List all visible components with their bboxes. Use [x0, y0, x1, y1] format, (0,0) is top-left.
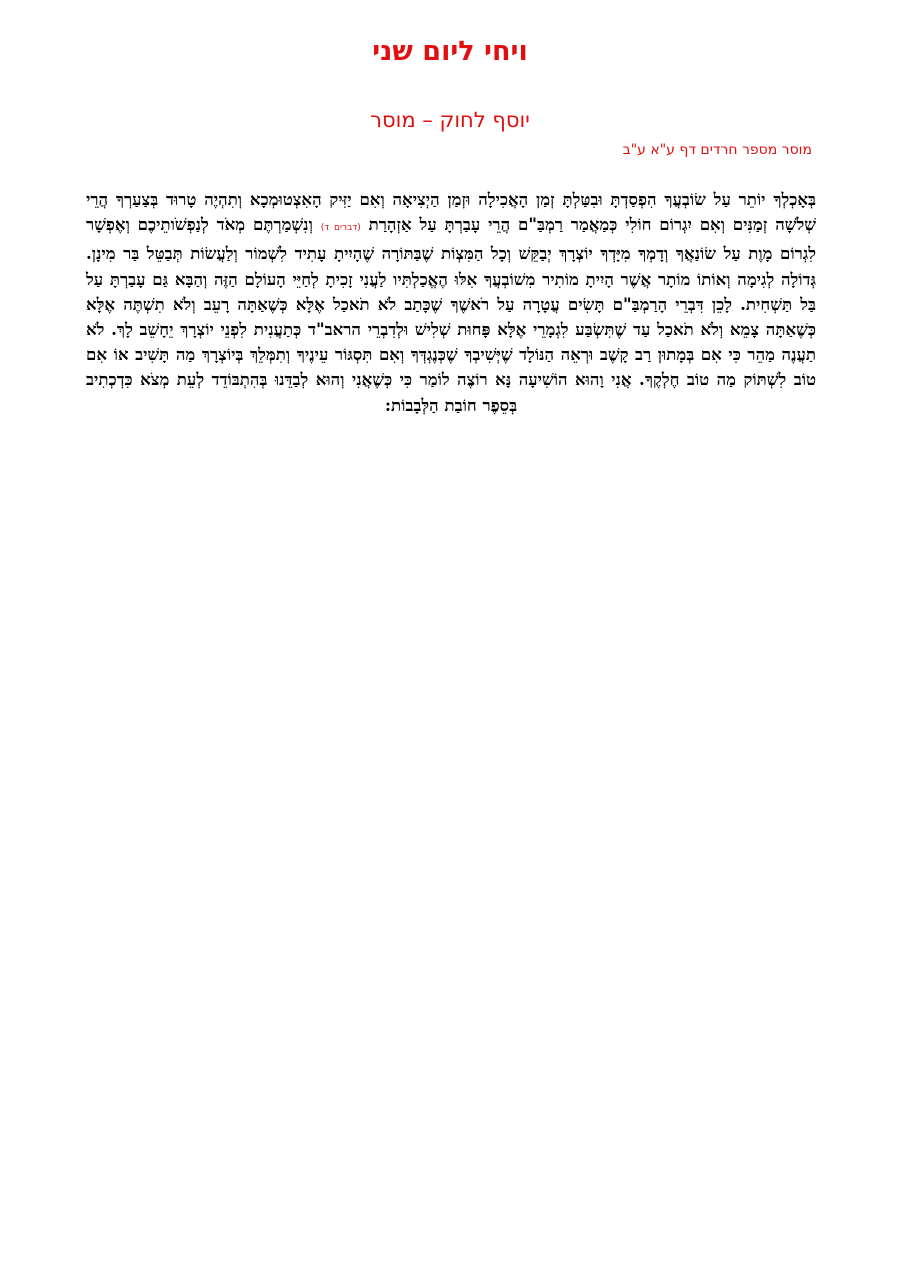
page-title: ויחי ליום שני	[372, 36, 528, 67]
section-subtitle: יוסף לחוק – מוסר	[370, 108, 530, 132]
body-text-part-1: בְּאָכְלְךָ יוֹתֵר עַל שׂוֹבְעֲךָ הִפְסַדְתָּ וּבִטַּלְתָּ זְמַן הָאֲכִילָה וּזְמַן הַיְצִיאָה וְאִם יַזִּיק הָאִצְטוּמְכָא וְתִהְיֶה טָרוּד בְּצַעַרְךָ הֲרֵי שְׁלֹשָׁה זְמַנִּים וְאִם יִגְרוֹם חוֹלִי כְּמַאֲמַר רַמְבַּ"ם הֲרֵי עָבַרְתָּ עַל אַזְהָרַת	[86, 189, 817, 235]
source-reference: מוסר מספר חרדים דף ע"א ע"ב	[622, 142, 812, 158]
body-text-part-2: וְנִשְׁמַרְתֶּם מְאֹד לְנַפְשֹׁותֵיכֶם וְאֶפְשָׁר לִגְרוֹם מָוֶת עַל שׂוֹנַאֲךָ וְדָמְךָ מִיָּדְךָ יוֹצְרָךְ יְבַקֵּשׁ וְכָל הַמִּצְוֹת שֶׁבַּתּוֹרָה שֶׁהָיִיתָ עָתִיד לִשְׁמוֹר וְלַעֲשׂוֹת תְּבַטֵּל בַּר מִינָן. גְּדוֹלָה לְגִימָה וְאוֹתוֹ מוֹתָר אֲשֶׁר הָיִיתָ מוֹתִיר מִשׁוֹבְעֲךָ אִלּוּ הֶאֱכַלְתִּיו לַעֲנִי זָכִיתָ לְחַיֵּי הָעוֹלָם הַזֶּה וְהַבָּא גַּם עָבַרְתָּ עַל בַּל תַּשְׁחִית. לָכֵן דִּבְרֵי הָרַמְבַּ"ם תָּשִׂים עֲטָרָה עַל רֹאשֶׁךָ שֶׁכָּתַב לֹא תֹאכַל אֶלָּא כְּשֶׁאַתָּה רָעֵב וְלֹא תִשְׁתֶּה אֶלָּא כְּשֶׁאַתָּה צָמֵא וְלֹא תֹאכַל עַד שֶׁתִּשְׂבַּע לִגְמָרֵי אֶלָּא פָּחוּת שְׁלִישׁ וּלְדִבְרֵי הראב"ד כְּתַעֲנִית לִפְנֵי יוֹצְרָךְ יֵחָשֵׁב לָךְ. לֹא תַעֲנֶה מַהֵר כִּי אִם בְּמָתוּן רַב קָשֶׁב וּרְאֵה הַנּוֹלָד שֶׁיְּשִׁיבְךָ שֶׁכְּנֶגְדְּךָ וְאִם תִּסְגּוֹר עֵינֶיךָ וְתִמְּלֵךְ בְּיוֹצְרָךְ מַה תָּשִׁיב אוֹ אִם טוֹב לִשְׁתּוֹק מַה טוֹב חֶלְקֶךָ. אֲנִי וָהוּא הוֹשִׁיעָה נָּא רוֹצֶה לוֹמַר כִּי כְּשֶׁאֲנִי וְהוּא לְבַדֵּנוּ בְּהִתְבּוֹדֵד לְעֵת מְצֹא כִּדְכְתִיב בְּסֵפֶר חוֹבַת הַלְּבָבוֹת:	[86, 214, 816, 415]
verse-reference: (דברים ד)	[320, 223, 361, 234]
body-paragraph	[86, 187, 816, 418]
